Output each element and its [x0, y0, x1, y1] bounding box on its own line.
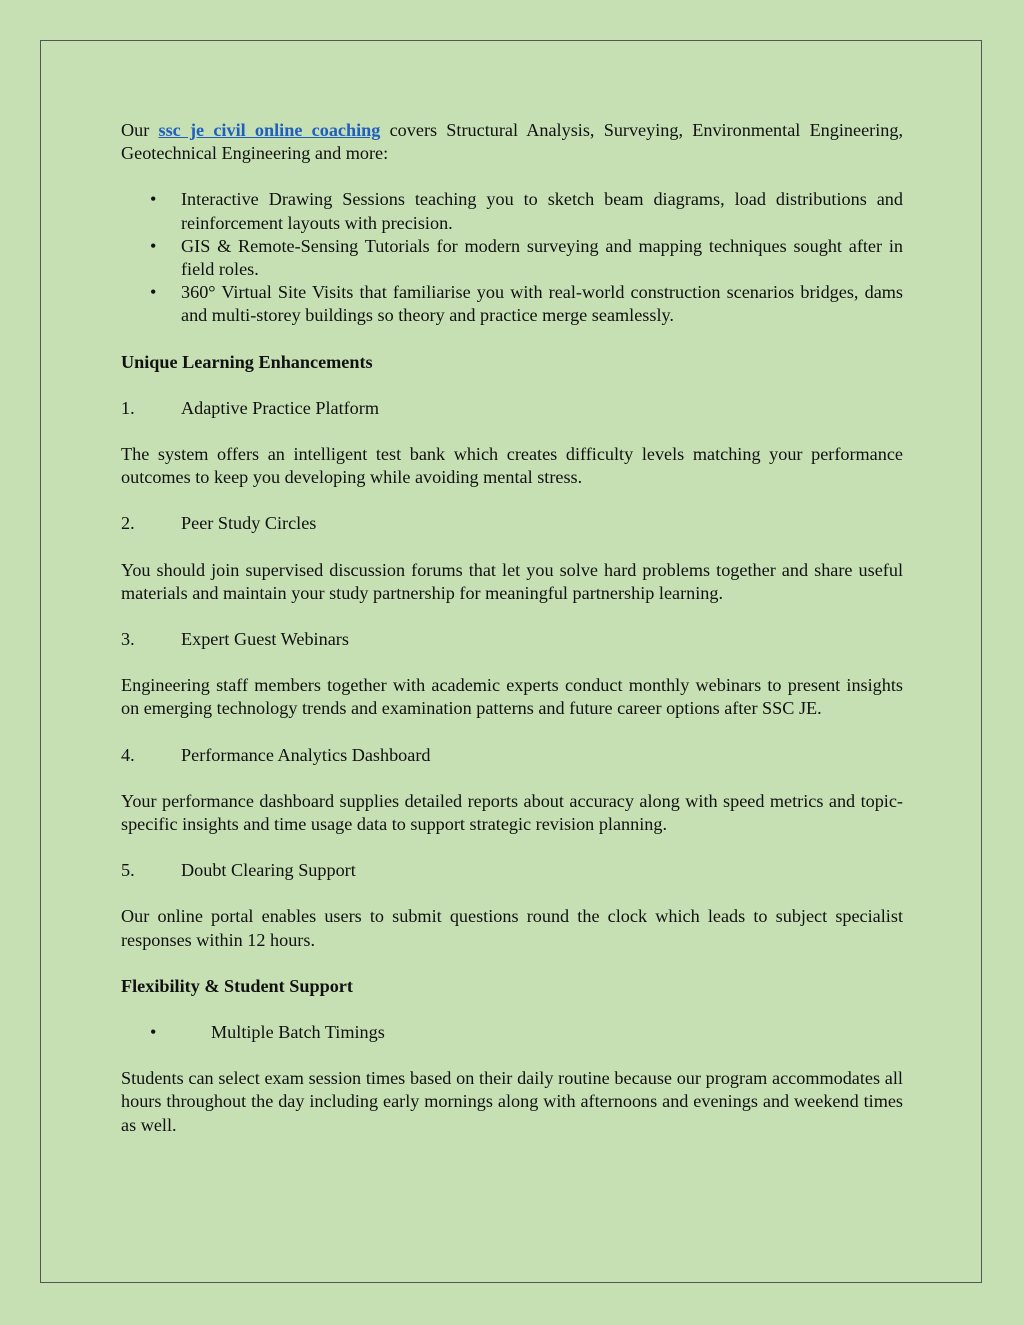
intro-suffix: covers Structural Analysis, Surveying, Environmental Engineering, Geotechnical Engineering and more: [121, 120, 903, 164]
list-item [121, 235, 903, 281]
item-number: 5. [121, 860, 135, 881]
intro-paragraph [121, 119, 903, 165]
item-title: Doubt Clearing Support [181, 860, 356, 881]
coaching-link[interactable]: ssc je civil online coaching [158, 120, 381, 140]
item-description: The system offers an intelligent test bank which creates difficulty levels matching your performance outcomes to keep you developing while avoiding mental stress. [121, 444, 903, 488]
list-item [121, 188, 903, 234]
numbered-item-title [121, 628, 903, 651]
batch-timings-description: Students can select exam session times based on their daily routine because our program accommodates all hours throughout the day including early mornings along with afternoons and evenings and weekend times as well. [121, 1068, 903, 1135]
section-heading-enhancements: Unique Learning Enhancements [121, 351, 373, 372]
item-title: Adaptive Practice Platform [181, 397, 379, 418]
list-item-text: GIS & Remote-Sensing Tutorials for modern surveying and mapping techniques sought after in field roles. [181, 235, 903, 280]
item-title: Peer Study Circles [181, 513, 317, 534]
list-item [121, 281, 903, 327]
section-heading-flexibility: Flexibility & Student Support [121, 975, 353, 996]
item-description: Your performance dashboard supplies detailed reports about accuracy along with speed metrics and topic-specific insights and time usage data to support strategic revision planning. [121, 790, 903, 835]
bullet-icon: • [150, 189, 157, 210]
item-title: Performance Analytics Dashboard [181, 744, 431, 765]
batch-timings-item [121, 1021, 903, 1044]
item-title: Multiple Batch Timings [211, 1022, 385, 1043]
bullet-icon: • [150, 235, 157, 256]
item-number: 3. [121, 629, 135, 650]
bullet-icon: • [150, 1022, 157, 1043]
numbered-item-title [121, 512, 903, 535]
item-description: Our online portal enables users to submit questions round the clock which leads to subject specialist responses within 12 hours. [121, 906, 903, 950]
numbered-item-title [121, 397, 903, 420]
intro-prefix: Our [121, 120, 150, 140]
item-title: Expert Guest Webinars [181, 629, 349, 650]
item-number: 2. [121, 513, 135, 534]
item-number: 4. [121, 744, 135, 765]
numbered-item-title [121, 859, 903, 882]
item-number: 1. [121, 397, 135, 418]
item-description: You should join supervised discussion forums that let you solve hard problems together and share useful materials and maintain your study partnership for meaningful partnership learning. [121, 559, 903, 603]
document-body [121, 119, 903, 1160]
feature-list [121, 188, 903, 327]
list-item-text: Interactive Drawing Sessions teaching you to sketch beam diagrams, load distributions and reinforcement layouts with precision. [181, 189, 903, 233]
item-description: Engineering staff members together with academic experts conduct monthly webinars to present insights on emerging technology trends and examination patterns and future career options after SSC JE. [121, 675, 903, 719]
list-item-text: 360° Virtual Site Visits that familiarise you with real-world construction scenarios bridges, dams and multi-storey buildings so theory and practice merge seamlessly. [181, 282, 903, 326]
bullet-icon: • [150, 282, 157, 303]
numbered-item-title [121, 744, 903, 767]
